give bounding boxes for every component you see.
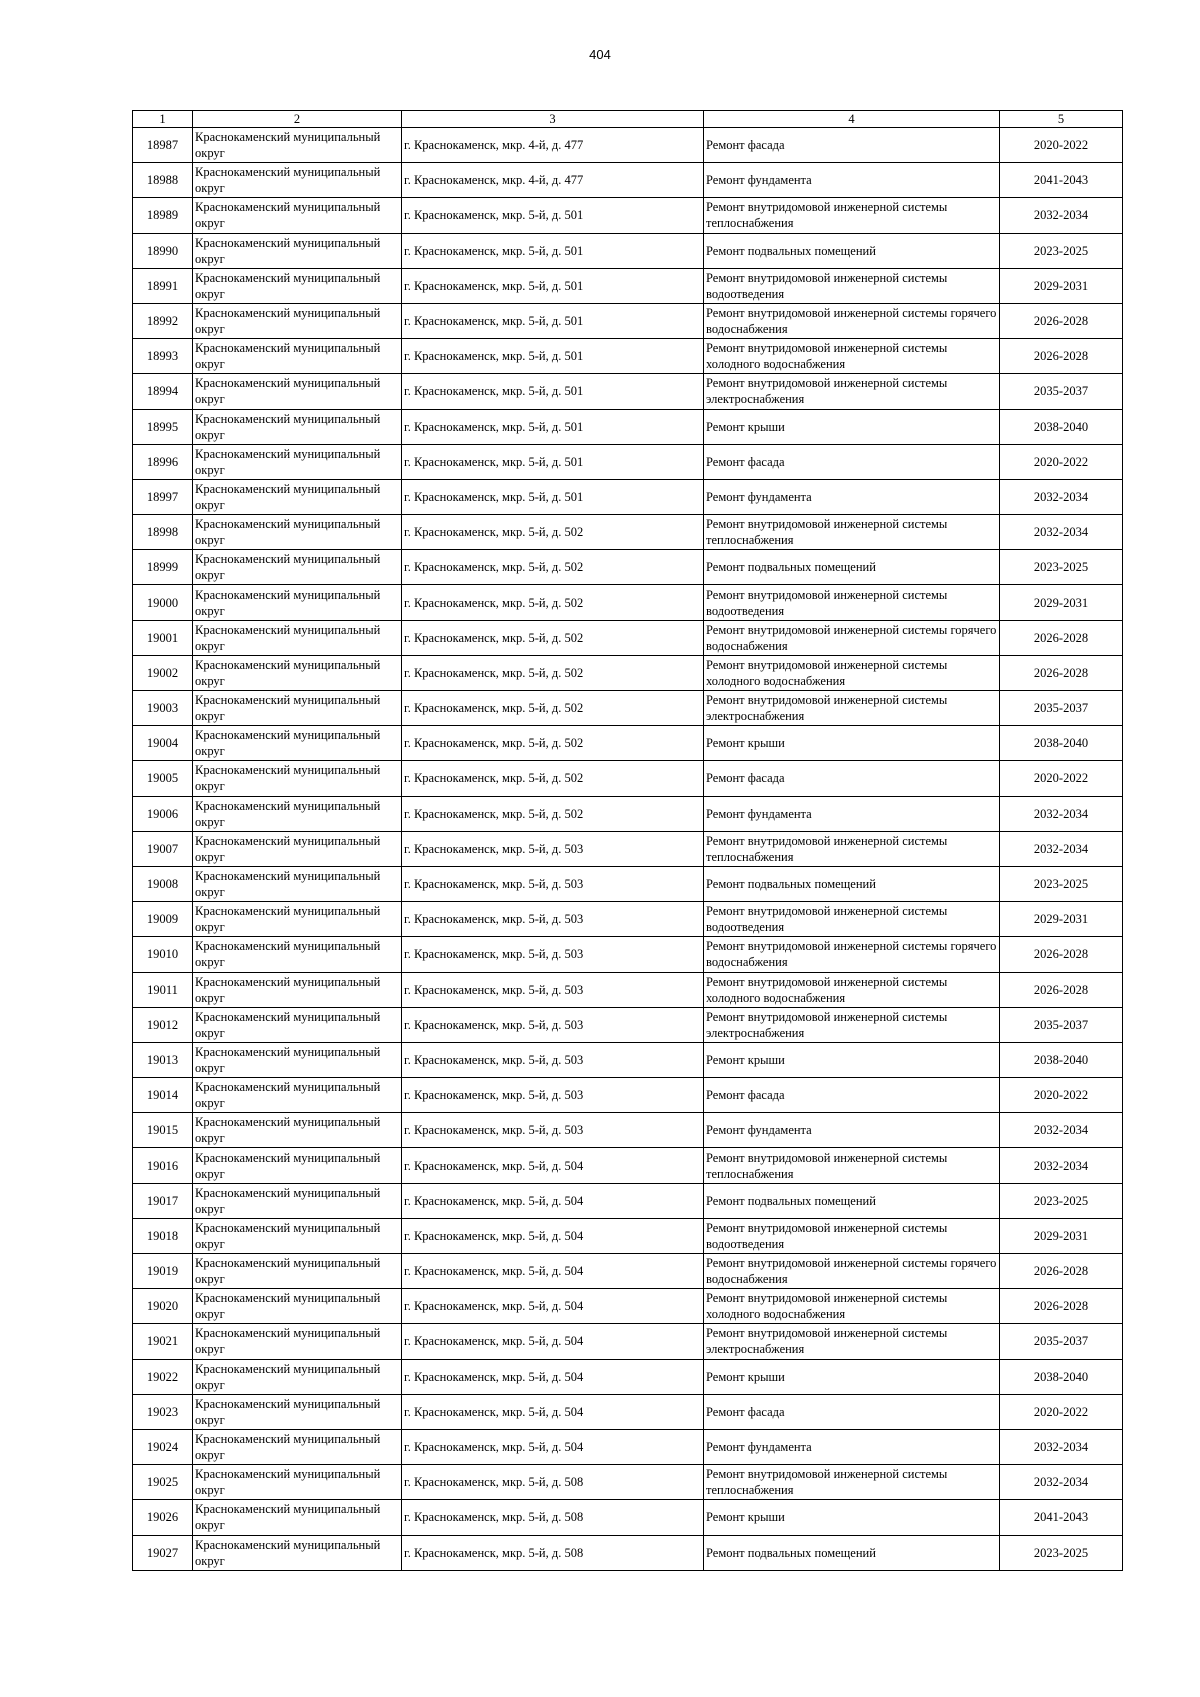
table-row xyxy=(133,515,1123,550)
period-cell: 2023-2025 xyxy=(1000,1535,1123,1570)
municipality-cell: Краснокаменский муниципальный округ xyxy=(193,1042,402,1077)
municipality-cell: Краснокаменский муниципальный округ xyxy=(193,1218,402,1253)
municipality-cell: Краснокаменский муниципальный округ xyxy=(193,761,402,796)
period-cell: 2029-2031 xyxy=(1000,902,1123,937)
address-cell: г. Краснокаменск, мкр. 4-й, д. 477 xyxy=(402,163,704,198)
address-cell: г. Краснокаменск, мкр. 5-й, д. 502 xyxy=(402,726,704,761)
address-cell: г. Краснокаменск, мкр. 5-й, д. 503 xyxy=(402,866,704,901)
table-row xyxy=(133,1042,1123,1077)
period-cell: 2032-2034 xyxy=(1000,479,1123,514)
table-row xyxy=(133,655,1123,690)
row-number-cell: 18995 xyxy=(133,409,193,444)
municipality-cell: Краснокаменский муниципальный округ xyxy=(193,339,402,374)
table-row xyxy=(133,902,1123,937)
period-cell: 2041-2043 xyxy=(1000,1500,1123,1535)
row-number-cell: 18990 xyxy=(133,233,193,268)
address-cell: г. Краснокаменск, мкр. 5-й, д. 503 xyxy=(402,972,704,1007)
address-cell: г. Краснокаменск, мкр. 5-й, д. 501 xyxy=(402,444,704,479)
period-cell: 2026-2028 xyxy=(1000,1289,1123,1324)
period-cell: 2032-2034 xyxy=(1000,831,1123,866)
period-cell: 2035-2037 xyxy=(1000,374,1123,409)
work-type-cell: Ремонт внутридомовой инженерной системы холодного водоснабжения xyxy=(704,972,1000,1007)
address-cell: г. Краснокаменск, мкр. 5-й, д. 502 xyxy=(402,655,704,690)
row-number-cell: 18999 xyxy=(133,550,193,585)
header-col-5: 5 xyxy=(1000,111,1123,128)
table-row xyxy=(133,937,1123,972)
period-cell: 2020-2022 xyxy=(1000,761,1123,796)
table-row xyxy=(133,479,1123,514)
address-cell: г. Краснокаменск, мкр. 5-й, д. 503 xyxy=(402,831,704,866)
address-cell: г. Краснокаменск, мкр. 5-й, д. 502 xyxy=(402,761,704,796)
address-cell: г. Краснокаменск, мкр. 5-й, д. 508 xyxy=(402,1465,704,1500)
table-row xyxy=(133,866,1123,901)
municipality-cell: Краснокаменский муниципальный округ xyxy=(193,1254,402,1289)
work-type-cell: Ремонт фасада xyxy=(704,761,1000,796)
period-cell: 2038-2040 xyxy=(1000,726,1123,761)
municipality-cell: Краснокаменский муниципальный округ xyxy=(193,620,402,655)
address-cell: г. Краснокаменск, мкр. 5-й, д. 502 xyxy=(402,515,704,550)
address-cell: г. Краснокаменск, мкр. 5-й, д. 504 xyxy=(402,1254,704,1289)
header-col-4: 4 xyxy=(704,111,1000,128)
address-cell: г. Краснокаменск, мкр. 5-й, д. 501 xyxy=(402,374,704,409)
row-number-cell: 19003 xyxy=(133,691,193,726)
table-row xyxy=(133,1254,1123,1289)
table-row xyxy=(133,1078,1123,1113)
municipality-cell: Краснокаменский муниципальный округ xyxy=(193,866,402,901)
address-cell: г. Краснокаменск, мкр. 5-й, д. 502 xyxy=(402,585,704,620)
work-type-cell: Ремонт внутридомовой инженерной системы водоотведения xyxy=(704,1218,1000,1253)
work-type-cell: Ремонт фасада xyxy=(704,1078,1000,1113)
table-row xyxy=(133,1500,1123,1535)
period-cell: 2020-2022 xyxy=(1000,128,1123,163)
period-cell: 2032-2034 xyxy=(1000,1429,1123,1464)
municipality-cell: Краснокаменский муниципальный округ xyxy=(193,198,402,233)
row-number-cell: 18996 xyxy=(133,444,193,479)
header-col-2: 2 xyxy=(193,111,402,128)
period-cell: 2041-2043 xyxy=(1000,163,1123,198)
row-number-cell: 19002 xyxy=(133,655,193,690)
table-row xyxy=(133,726,1123,761)
row-number-cell: 19027 xyxy=(133,1535,193,1570)
address-cell: г. Краснокаменск, мкр. 5-й, д. 502 xyxy=(402,550,704,585)
row-number-cell: 19021 xyxy=(133,1324,193,1359)
table-row xyxy=(133,761,1123,796)
row-number-cell: 19022 xyxy=(133,1359,193,1394)
period-cell: 2038-2040 xyxy=(1000,409,1123,444)
municipality-cell: Краснокаменский муниципальный округ xyxy=(193,655,402,690)
period-cell: 2035-2037 xyxy=(1000,1007,1123,1042)
municipality-cell: Краснокаменский муниципальный округ xyxy=(193,1324,402,1359)
municipality-cell: Краснокаменский муниципальный округ xyxy=(193,831,402,866)
row-number-cell: 19007 xyxy=(133,831,193,866)
address-cell: г. Краснокаменск, мкр. 5-й, д. 504 xyxy=(402,1148,704,1183)
row-number-cell: 19012 xyxy=(133,1007,193,1042)
table-row xyxy=(133,1113,1123,1148)
period-cell: 2035-2037 xyxy=(1000,691,1123,726)
page-number: 404 xyxy=(589,47,611,62)
row-number-cell: 19024 xyxy=(133,1429,193,1464)
row-number-cell: 19015 xyxy=(133,1113,193,1148)
row-number-cell: 18992 xyxy=(133,303,193,338)
work-type-cell: Ремонт фундамента xyxy=(704,796,1000,831)
municipality-cell: Краснокаменский муниципальный округ xyxy=(193,479,402,514)
municipality-cell: Краснокаменский муниципальный округ xyxy=(193,972,402,1007)
period-cell: 2032-2034 xyxy=(1000,1113,1123,1148)
row-number-cell: 18988 xyxy=(133,163,193,198)
municipality-cell: Краснокаменский муниципальный округ xyxy=(193,374,402,409)
table-row xyxy=(133,409,1123,444)
work-type-cell: Ремонт фасада xyxy=(704,128,1000,163)
municipality-cell: Краснокаменский муниципальный округ xyxy=(193,303,402,338)
period-cell: 2023-2025 xyxy=(1000,233,1123,268)
period-cell: 2020-2022 xyxy=(1000,444,1123,479)
period-cell: 2032-2034 xyxy=(1000,198,1123,233)
municipality-cell: Краснокаменский муниципальный округ xyxy=(193,1429,402,1464)
municipality-cell: Краснокаменский муниципальный округ xyxy=(193,1289,402,1324)
row-number-cell: 19004 xyxy=(133,726,193,761)
municipality-cell: Краснокаменский муниципальный округ xyxy=(193,268,402,303)
municipality-cell: Краснокаменский муниципальный округ xyxy=(193,726,402,761)
period-cell: 2038-2040 xyxy=(1000,1359,1123,1394)
address-cell: г. Краснокаменск, мкр. 5-й, д. 502 xyxy=(402,796,704,831)
period-cell: 2029-2031 xyxy=(1000,585,1123,620)
work-type-cell: Ремонт крыши xyxy=(704,1359,1000,1394)
period-cell: 2026-2028 xyxy=(1000,303,1123,338)
table-row xyxy=(133,303,1123,338)
work-type-cell: Ремонт крыши xyxy=(704,726,1000,761)
capital-repair-table xyxy=(132,110,1123,1571)
table-row xyxy=(133,831,1123,866)
row-number-cell: 19016 xyxy=(133,1148,193,1183)
work-type-cell: Ремонт внутридомовой инженерной системы теплоснабжения xyxy=(704,1148,1000,1183)
table-row xyxy=(133,1394,1123,1429)
municipality-cell: Краснокаменский муниципальный округ xyxy=(193,550,402,585)
row-number-cell: 19014 xyxy=(133,1078,193,1113)
period-cell: 2026-2028 xyxy=(1000,620,1123,655)
work-type-cell: Ремонт подвальных помещений xyxy=(704,233,1000,268)
row-number-cell: 19009 xyxy=(133,902,193,937)
work-type-cell: Ремонт внутридомовой инженерной системы холодного водоснабжения xyxy=(704,655,1000,690)
work-type-cell: Ремонт внутридомовой инженерной системы теплоснабжения xyxy=(704,1465,1000,1500)
address-cell: г. Краснокаменск, мкр. 5-й, д. 502 xyxy=(402,691,704,726)
period-cell: 2032-2034 xyxy=(1000,1465,1123,1500)
row-number-cell: 19001 xyxy=(133,620,193,655)
row-number-cell: 19026 xyxy=(133,1500,193,1535)
address-cell: г. Краснокаменск, мкр. 5-й, д. 501 xyxy=(402,479,704,514)
address-cell: г. Краснокаменск, мкр. 5-й, д. 503 xyxy=(402,937,704,972)
work-type-cell: Ремонт внутридомовой инженерной системы электроснабжения xyxy=(704,1007,1000,1042)
address-cell: г. Краснокаменск, мкр. 5-й, д. 501 xyxy=(402,339,704,374)
table-row xyxy=(133,128,1123,163)
work-type-cell: Ремонт фундамента xyxy=(704,1113,1000,1148)
municipality-cell: Краснокаменский муниципальный округ xyxy=(193,902,402,937)
table-row xyxy=(133,1324,1123,1359)
period-cell: 2032-2034 xyxy=(1000,1148,1123,1183)
row-number-cell: 18997 xyxy=(133,479,193,514)
table-row xyxy=(133,620,1123,655)
municipality-cell: Краснокаменский муниципальный округ xyxy=(193,444,402,479)
address-cell: г. Краснокаменск, мкр. 5-й, д. 504 xyxy=(402,1429,704,1464)
table-row xyxy=(133,691,1123,726)
period-cell: 2026-2028 xyxy=(1000,339,1123,374)
address-cell: г. Краснокаменск, мкр. 5-й, д. 501 xyxy=(402,303,704,338)
municipality-cell: Краснокаменский муниципальный округ xyxy=(193,796,402,831)
municipality-cell: Краснокаменский муниципальный округ xyxy=(193,233,402,268)
municipality-cell: Краснокаменский муниципальный округ xyxy=(193,1359,402,1394)
work-type-cell: Ремонт крыши xyxy=(704,1500,1000,1535)
table-row xyxy=(133,268,1123,303)
work-type-cell: Ремонт внутридомовой инженерной системы теплоснабжения xyxy=(704,198,1000,233)
row-number-cell: 19011 xyxy=(133,972,193,1007)
row-number-cell: 18993 xyxy=(133,339,193,374)
municipality-cell: Краснокаменский муниципальный округ xyxy=(193,585,402,620)
work-type-cell: Ремонт внутридомовой инженерной системы электроснабжения xyxy=(704,374,1000,409)
row-number-cell: 19023 xyxy=(133,1394,193,1429)
address-cell: г. Краснокаменск, мкр. 5-й, д. 503 xyxy=(402,1042,704,1077)
work-type-cell: Ремонт внутридомовой инженерной системы электроснабжения xyxy=(704,691,1000,726)
municipality-cell: Краснокаменский муниципальный округ xyxy=(193,1148,402,1183)
header-col-3: 3 xyxy=(402,111,704,128)
address-cell: г. Краснокаменск, мкр. 5-й, д. 504 xyxy=(402,1394,704,1429)
table-row xyxy=(133,972,1123,1007)
table-row xyxy=(133,1218,1123,1253)
address-cell: г. Краснокаменск, мкр. 5-й, д. 503 xyxy=(402,1113,704,1148)
row-number-cell: 19010 xyxy=(133,937,193,972)
row-number-cell: 19006 xyxy=(133,796,193,831)
work-type-cell: Ремонт внутридомовой инженерной системы горячего водоснабжения xyxy=(704,620,1000,655)
row-number-cell: 19013 xyxy=(133,1042,193,1077)
municipality-cell: Краснокаменский муниципальный округ xyxy=(193,1465,402,1500)
period-cell: 2032-2034 xyxy=(1000,796,1123,831)
row-number-cell: 18987 xyxy=(133,128,193,163)
row-number-cell: 19018 xyxy=(133,1218,193,1253)
municipality-cell: Краснокаменский муниципальный округ xyxy=(193,1535,402,1570)
municipality-cell: Краснокаменский муниципальный округ xyxy=(193,1007,402,1042)
municipality-cell: Краснокаменский муниципальный округ xyxy=(193,1394,402,1429)
period-cell: 2026-2028 xyxy=(1000,937,1123,972)
work-type-cell: Ремонт фасада xyxy=(704,1394,1000,1429)
table-row xyxy=(133,1465,1123,1500)
address-cell: г. Краснокаменск, мкр. 5-й, д. 504 xyxy=(402,1183,704,1218)
header-col-1: 1 xyxy=(133,111,193,128)
row-number-cell: 19019 xyxy=(133,1254,193,1289)
address-cell: г. Краснокаменск, мкр. 5-й, д. 504 xyxy=(402,1289,704,1324)
address-cell: г. Краснокаменск, мкр. 5-й, д. 503 xyxy=(402,902,704,937)
table-body xyxy=(133,128,1123,1571)
work-type-cell: Ремонт крыши xyxy=(704,1042,1000,1077)
period-cell: 2032-2034 xyxy=(1000,515,1123,550)
period-cell: 2023-2025 xyxy=(1000,1183,1123,1218)
period-cell: 2035-2037 xyxy=(1000,1324,1123,1359)
table-row xyxy=(133,339,1123,374)
row-number-cell: 19000 xyxy=(133,585,193,620)
period-cell: 2023-2025 xyxy=(1000,866,1123,901)
period-cell: 2026-2028 xyxy=(1000,1254,1123,1289)
row-number-cell: 19020 xyxy=(133,1289,193,1324)
table-row xyxy=(133,585,1123,620)
table-row xyxy=(133,233,1123,268)
address-cell: г. Краснокаменск, мкр. 5-й, д. 504 xyxy=(402,1218,704,1253)
municipality-cell: Краснокаменский муниципальный округ xyxy=(193,1500,402,1535)
address-cell: г. Краснокаменск, мкр. 5-й, д. 503 xyxy=(402,1078,704,1113)
work-type-cell: Ремонт подвальных помещений xyxy=(704,866,1000,901)
period-cell: 2023-2025 xyxy=(1000,550,1123,585)
work-type-cell: Ремонт фундамента xyxy=(704,1429,1000,1464)
row-number-cell: 18989 xyxy=(133,198,193,233)
work-type-cell: Ремонт внутридомовой инженерной системы горячего водоснабжения xyxy=(704,1254,1000,1289)
municipality-cell: Краснокаменский муниципальный округ xyxy=(193,163,402,198)
work-type-cell: Ремонт внутридомовой инженерной системы водоотведения xyxy=(704,585,1000,620)
row-number-cell: 18994 xyxy=(133,374,193,409)
municipality-cell: Краснокаменский муниципальный округ xyxy=(193,409,402,444)
address-cell: г. Краснокаменск, мкр. 5-й, д. 508 xyxy=(402,1535,704,1570)
work-type-cell: Ремонт внутридомовой инженерной системы водоотведения xyxy=(704,268,1000,303)
work-type-cell: Ремонт внутридомовой инженерной системы холодного водоснабжения xyxy=(704,339,1000,374)
work-type-cell: Ремонт подвальных помещений xyxy=(704,550,1000,585)
work-type-cell: Ремонт подвальных помещений xyxy=(704,1183,1000,1218)
table-row xyxy=(133,1148,1123,1183)
table-row xyxy=(133,1289,1123,1324)
row-number-cell: 19005 xyxy=(133,761,193,796)
period-cell: 2020-2022 xyxy=(1000,1394,1123,1429)
table-row xyxy=(133,1359,1123,1394)
address-cell: г. Краснокаменск, мкр. 5-й, д. 504 xyxy=(402,1359,704,1394)
table-row xyxy=(133,1007,1123,1042)
address-cell: г. Краснокаменск, мкр. 5-й, д. 504 xyxy=(402,1324,704,1359)
table-row xyxy=(133,1183,1123,1218)
row-number-cell: 18991 xyxy=(133,268,193,303)
address-cell: г. Краснокаменск, мкр. 5-й, д. 501 xyxy=(402,233,704,268)
table-row xyxy=(133,1429,1123,1464)
row-number-cell: 18998 xyxy=(133,515,193,550)
table-row xyxy=(133,444,1123,479)
address-cell: г. Краснокаменск, мкр. 5-й, д. 503 xyxy=(402,1007,704,1042)
work-type-cell: Ремонт внутридомовой инженерной системы теплоснабжения xyxy=(704,831,1000,866)
period-cell: 2026-2028 xyxy=(1000,655,1123,690)
work-type-cell: Ремонт подвальных помещений xyxy=(704,1535,1000,1570)
work-type-cell: Ремонт фундамента xyxy=(704,163,1000,198)
municipality-cell: Краснокаменский муниципальный округ xyxy=(193,691,402,726)
work-type-cell: Ремонт крыши xyxy=(704,409,1000,444)
municipality-cell: Краснокаменский муниципальный округ xyxy=(193,515,402,550)
work-type-cell: Ремонт внутридомовой инженерной системы электроснабжения xyxy=(704,1324,1000,1359)
work-type-cell: Ремонт внутридомовой инженерной системы холодного водоснабжения xyxy=(704,1289,1000,1324)
period-cell: 2038-2040 xyxy=(1000,1042,1123,1077)
work-type-cell: Ремонт фасада xyxy=(704,444,1000,479)
table-row xyxy=(133,198,1123,233)
row-number-cell: 19017 xyxy=(133,1183,193,1218)
period-cell: 2029-2031 xyxy=(1000,268,1123,303)
address-cell: г. Краснокаменск, мкр. 5-й, д. 501 xyxy=(402,268,704,303)
table-header xyxy=(133,111,1123,128)
address-cell: г. Краснокаменск, мкр. 5-й, д. 502 xyxy=(402,620,704,655)
municipality-cell: Краснокаменский муниципальный округ xyxy=(193,1078,402,1113)
period-cell: 2029-2031 xyxy=(1000,1218,1123,1253)
work-type-cell: Ремонт внутридомовой инженерной системы горячего водоснабжения xyxy=(704,937,1000,972)
period-cell: 2026-2028 xyxy=(1000,972,1123,1007)
table-row xyxy=(133,1535,1123,1570)
municipality-cell: Краснокаменский муниципальный округ xyxy=(193,937,402,972)
work-type-cell: Ремонт внутридомовой инженерной системы теплоснабжения xyxy=(704,515,1000,550)
address-cell: г. Краснокаменск, мкр. 5-й, д. 501 xyxy=(402,409,704,444)
row-number-cell: 19025 xyxy=(133,1465,193,1500)
period-cell: 2020-2022 xyxy=(1000,1078,1123,1113)
address-cell: г. Краснокаменск, мкр. 5-й, д. 508 xyxy=(402,1500,704,1535)
table-row xyxy=(133,163,1123,198)
row-number-cell: 19008 xyxy=(133,866,193,901)
address-cell: г. Краснокаменск, мкр. 4-й, д. 477 xyxy=(402,128,704,163)
header-row xyxy=(133,111,1123,128)
work-type-cell: Ремонт внутридомовой инженерной системы горячего водоснабжения xyxy=(704,303,1000,338)
table-row xyxy=(133,550,1123,585)
municipality-cell: Краснокаменский муниципальный округ xyxy=(193,128,402,163)
table-row xyxy=(133,796,1123,831)
address-cell: г. Краснокаменск, мкр. 5-й, д. 501 xyxy=(402,198,704,233)
municipality-cell: Краснокаменский муниципальный округ xyxy=(193,1113,402,1148)
work-type-cell: Ремонт внутридомовой инженерной системы водоотведения xyxy=(704,902,1000,937)
table-row xyxy=(133,374,1123,409)
municipality-cell: Краснокаменский муниципальный округ xyxy=(193,1183,402,1218)
work-type-cell: Ремонт фундамента xyxy=(704,479,1000,514)
